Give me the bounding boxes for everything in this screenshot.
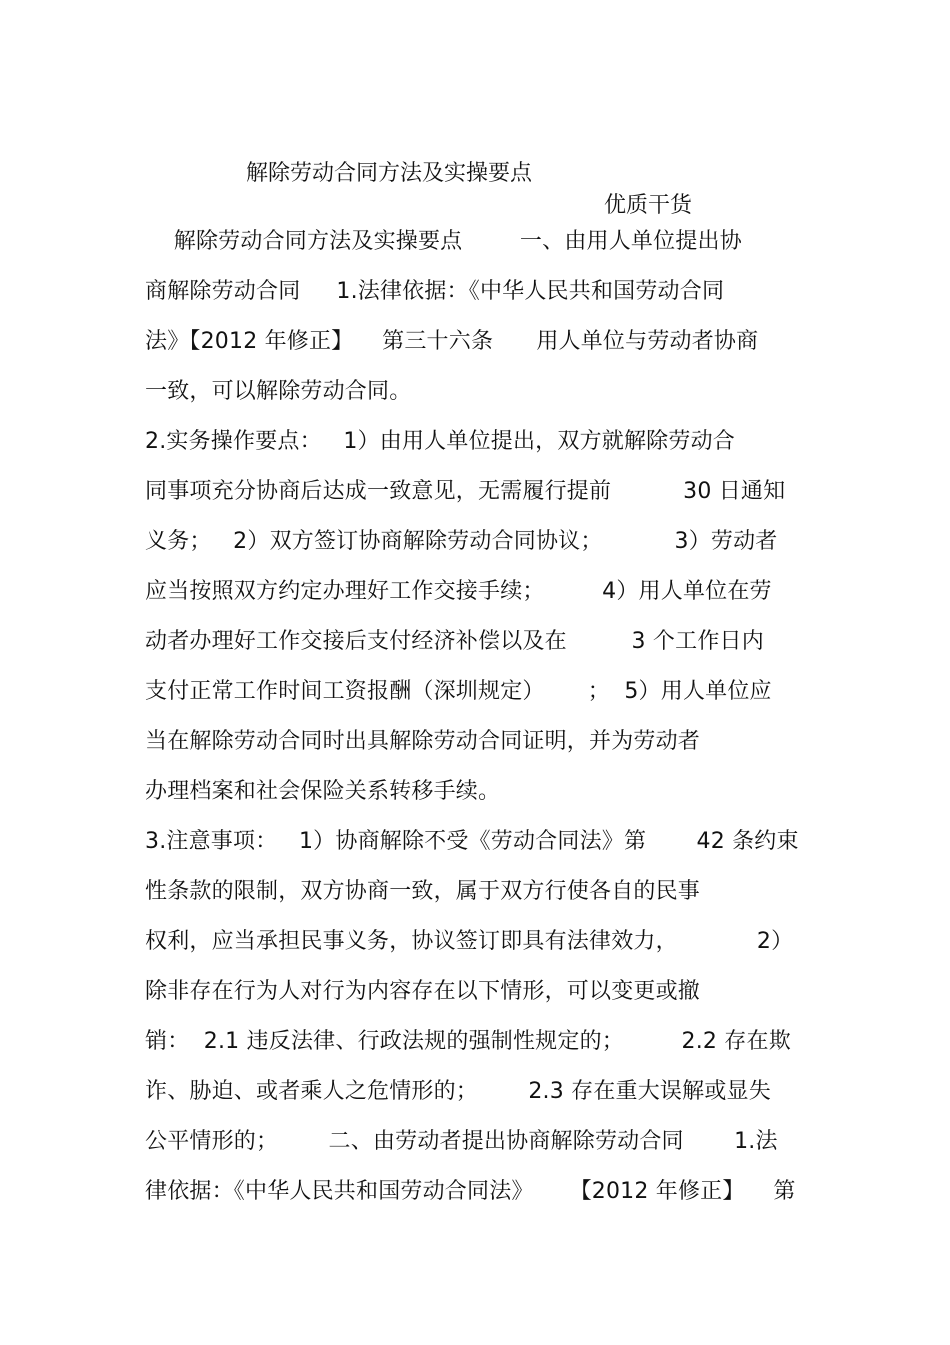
body-line: 法》【2012 年修正】 第三十六条 用人单位与劳动者协商 [145,329,759,354]
title-tag: 优质干货 [604,193,693,218]
body-line: 律依据：《中华人民共和国劳动合同法》 【2012 年修正】 第 [145,1179,796,1204]
body-line: 性条款的限制，双方协商一致，属于双方行使各自的民事 [145,879,701,904]
body-line: 除非存在行为人对行为内容存在以下情形，可以变更或撤 [145,979,701,1004]
body-line: 3.注意事项： 1）协商解除不受《劳动合同法》第 42 条约束 [145,829,799,854]
body-line: 诈、胁迫、或者乘人之危情形的； 2.3 存在重大误解或显失 [145,1079,771,1104]
body-line: 一致，可以解除劳动合同。 [145,379,412,404]
body-line: 同事项充分协商后达成一致意见，无需履行提前 30 日通知 [145,479,786,504]
title-main: 解除劳动合同方法及实操要点 [246,161,533,186]
body-line: 动者办理好工作交接后支付经济补偿以及在 3 个工作日内 [145,629,764,654]
body-line: 销： 2.1 违反法律、行政法规的强制性规定的； 2.2 存在欺 [145,1029,791,1054]
body-line: 义务； 2）双方签订协商解除劳动合同协议； 3）劳动者 [145,529,778,554]
body-line: 权利，应当承担民事义务，协议签订即具有法律效力， 2） [145,929,794,954]
body-line: 公平情形的； 二、由劳动者提出协商解除劳动合同 1.法 [145,1129,778,1154]
body-line: 办理档案和社会保险关系转移手续。 [145,779,501,804]
body-line: 商解除劳动合同 1.法律依据：《中华人民共和国劳动合同 [145,279,725,304]
body-line: 2.实务操作要点： 1）由用人单位提出，双方就解除劳动合 [145,429,735,454]
body-line: 支付正常工作时间工资报酬（深圳规定） ； 5）用人单位应 [145,679,772,704]
body-line: 解除劳动合同方法及实操要点 一、由用人单位提出协 [145,229,742,254]
body-line: 当在解除劳动合同时出具解除劳动合同证明，并为劳动者 [145,729,701,754]
body-line: 应当按照双方约定办理好工作交接手续； 4）用人单位在劳 [145,579,772,604]
